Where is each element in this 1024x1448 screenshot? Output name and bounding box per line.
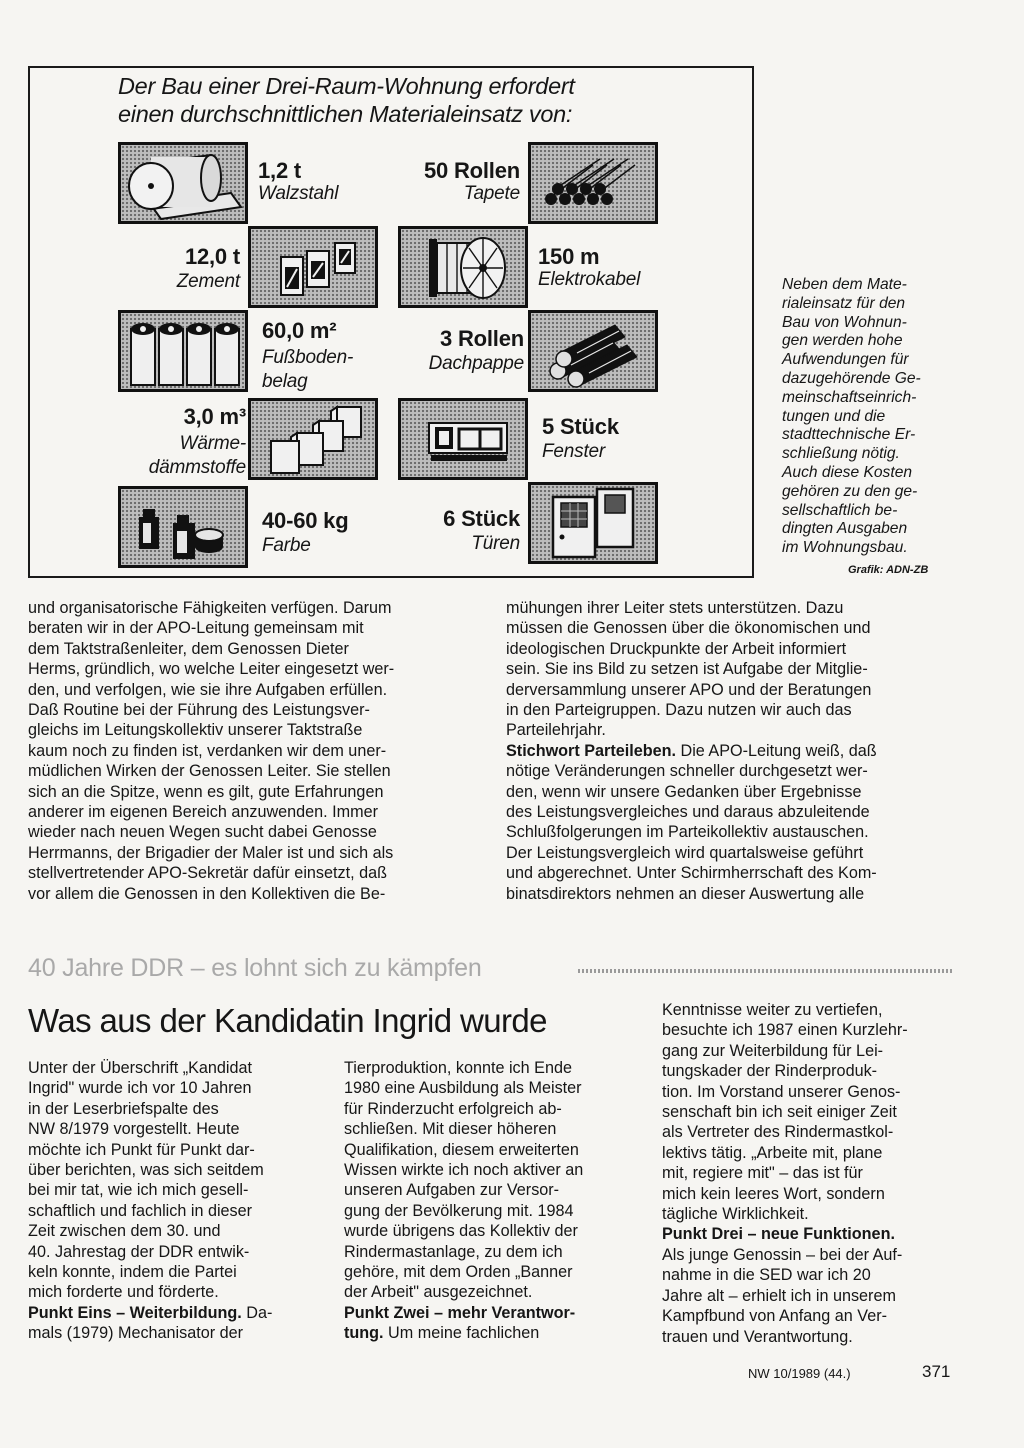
text-line: NW 8/1979 vorgestellt. Heute [28,1120,240,1139]
mat-farbe: Farbe [262,535,311,556]
floor-rolls-icon [118,310,248,392]
article1-left-column [28,598,476,904]
mat-fenster: Fenster [542,441,606,462]
text-line: derversammlung unserer APO und der Beratungen [506,680,872,699]
issue-reference: NW 10/1989 (44.) [748,1366,851,1381]
text-line: über berichten, was sich seitdem [28,1161,264,1180]
windows-icon [398,398,528,480]
article2-column-1 [28,1058,314,1344]
text-line: sich an die Spitze, wenn es gilt, gute Erfahrungen [28,782,384,801]
text-line: müssen die Genossen über die ökonomischen und [506,619,871,638]
qty-tueren: 6 Stück [443,506,520,531]
qty-dachpappe: 3 Rollen [440,326,524,351]
text-line: Parteilehrjahr. [506,721,606,740]
page-number: 371 [922,1362,951,1381]
text-line: dem Taktstraßenleiter, dem Genossen Dieter [28,639,349,658]
infographic-title-line1: Der Bau einer Drei-Raum-Wohnung erfordert [118,73,575,99]
text-line: mals (1979) Mechanisator der [28,1324,244,1343]
side-note-line: Aufwendungen für [782,351,909,369]
mat-fussboden-1: Fußboden- [262,347,354,368]
section-heading-parteileben: Stichwort Parteileben. [506,741,677,760]
mat-elektrokabel: Elektrokabel [538,269,641,290]
text-line: sein. Sie ins Bild zu setzen ist Aufgabe der Mitglie- [506,660,868,679]
qty-fussboden: 60,0 m² [262,318,337,343]
text-line: Ingrid" wurde ich vor 10 Jahren [28,1079,252,1098]
text-line: senschaft bin ich seit einiger Zeit [662,1103,897,1122]
qty-zement: 12,0 t [184,244,240,269]
graphic-credit: Grafik: ADN-ZB [848,564,929,576]
article2-column-3 [662,1000,954,1347]
text-line: müdlichen Wirken der Genossen Leiter. Sie stellen [28,762,391,781]
text-line: mich forderte und förderte. [28,1283,219,1302]
text-line: unseren Aufgaben zur Versor- [344,1181,560,1200]
text-line: wurde übrigens das Kollektiv der [344,1222,578,1241]
text-line: für Rinderzucht erfolgreich ab- [344,1099,562,1118]
text-line: Um meine fachlichen [383,1324,540,1343]
text-line: anderer im eigenen Bereich anzuwenden. Immer [28,803,379,822]
mat-tapete: Tapete [463,183,520,204]
text-line: ideologischen Druckpunkte der Arbeit informiert [506,639,847,658]
text-line: wieder nach neuen Wegen sucht dabei Genosse [28,823,377,842]
text-line: kaum noch zu finden ist, verdanken wir dem uner- [28,741,387,760]
section-heading-punkt-zwei: Punkt Zwei – mehr Verantwor- [344,1303,576,1322]
doors-icon [528,482,658,564]
side-note-line: gen werden hohe [782,332,903,350]
text-line: Rindermastanlage, zu dem ich [344,1242,563,1261]
series-rubric: 40 Jahre DDR – es lohnt sich zu kämpfen [28,954,482,982]
qty-daemmstoffe: 3,0 m³ [183,404,246,429]
roofing-rolls-icon [528,310,658,392]
text-line: gehöre, mit dem Orden „Banner [344,1263,573,1282]
text-line: und organisatorische Fähigkeiten verfügen. Darum [28,599,392,617]
text-line: Wissen wirkte ich noch aktiver an [344,1161,584,1180]
section-heading-punkt-eins: Punkt Eins – Weiterbildung. [28,1303,242,1322]
infographic-title-line2: einen durchschnittlichen Materialeinsatz von: [118,101,573,127]
qty-walzstahl: 1,2 t [258,158,302,183]
side-note-line: schließung nötig. [782,445,900,463]
side-note-line: dingten Ausgaben [782,520,908,538]
text-line: nötige Veränderungen schneller durchgesetzt wer- [506,762,868,781]
mat-walzstahl: Walzstahl [258,183,339,204]
text-line: der Arbeit" ausgezeichnet. [344,1283,533,1302]
text-line: gleichs im Leitungskollektiv unserer Taktstraße [28,721,363,740]
side-note-line: rialeinsatz für den [782,294,906,312]
text-line: Kenntnisse weiter zu vertiefen, [662,1001,883,1019]
text-line: Kampfbund von Anfang an Ver- [662,1307,887,1326]
article-headline: Was aus der Kandidatin Ingrid wurde [28,1002,547,1039]
mat-daemmstoffe-2: dämmstoffe [148,457,246,478]
text-line: binatsdirektors nehmen an dieser Auswertung alle [506,884,865,903]
text-line: in den Parteigruppen. Dazu nutzen wir auch das [506,701,852,720]
side-note-line: Neben dem Mate- [782,276,907,293]
text-line: Daß Routine bei der Führung des Leistungsver- [28,701,370,720]
text-line: tägliche Wirklichkeit. [662,1205,809,1224]
text-line: Tierproduktion, konnte ich Ende [344,1059,572,1077]
cable-drum-icon [398,226,528,308]
text-line: 1980 eine Ausbildung als Meister [344,1079,582,1098]
text-line: gung der Bevölkerung mit. 1984 [344,1201,574,1220]
material-infographic [28,66,754,578]
text-line: Schlußfolgerungen im Parteikollektiv austauschen. [506,823,869,842]
text-line: trauen und Verantwortung. [662,1327,853,1346]
text-line: mit, regiere mit" – das ist für [662,1164,863,1183]
article1-right-column [506,598,956,904]
text-line: besuchte ich 1987 einen Kurzlehr- [662,1021,908,1040]
rubric-rule [578,969,954,973]
text-line: und abgerechnet. Unter Schirmherrschaft des Kom- [506,864,877,883]
text-line: tion. Im Vorstand unserer Genos- [662,1082,901,1101]
text-line: Herms, gründlich, wo welche Leiter eingesetzt wer- [28,660,395,679]
qty-tapete: 50 Rollen [423,158,520,183]
wallpaper-rolls-icon [528,142,658,224]
text-line: schaftlich und fachlich in dieser [28,1201,253,1220]
text-line: nahme in die SED war ich 20 [662,1266,871,1285]
text-line: des Leistungsvergleiches und daraus abzuleitende [506,803,870,822]
side-note-line: Auch diese Kosten [782,463,913,481]
text-line: Jahre alt – erhielt ich in unserem [662,1286,896,1305]
text-line: tungskader der Rinderproduk- [662,1062,878,1081]
text-line: Zeit zwischen dem 30. und [28,1222,221,1241]
text-line: Unter der Überschrift „Kandidat [28,1059,253,1077]
text-line: lektivs tätig. „Arbeite mit, plane [662,1143,883,1162]
text-line: Die APO-Leitung weiß, daß [676,741,877,760]
text-line: mich kein leeres Wort, sondern [662,1184,885,1203]
text-line: beraten wir in der APO-Leitung gemeinsam mit [28,619,364,638]
text-line: schließen. Mit dieser höheren [344,1120,557,1139]
text-line: stellvertretender APO-Sekretär dafür einsetzt, daß [28,864,387,883]
infographic-side-note [782,276,978,558]
text-line: Als junge Genossin – bei der Auf- [662,1245,903,1264]
text-line: in der Leserbriefspalte des [28,1099,219,1118]
text-line: Qualifikation, diesem erweiterten [344,1140,579,1159]
side-note-line: stadttechnische Er- [782,426,916,444]
text-line: den, wenn wir unsere Gedanken über Ergebnisse [506,782,862,801]
qty-fenster: 5 Stück [542,414,619,439]
mat-tueren: Türen [471,533,520,554]
side-note-line: sellschaftlich be- [782,501,898,519]
text-line: mühungen ihrer Leiter stets unterstützen. Dazu [506,599,844,617]
qty-farbe: 40-60 kg [262,508,349,533]
mat-daemmstoffe-1: Wärme- [179,433,246,454]
side-note-line: dazugehörende Ge- [782,369,921,387]
article2-column-2 [344,1058,632,1344]
text-line: möchte ich Punkt für Punkt dar- [28,1140,255,1159]
paint-cans-icon [118,486,248,568]
side-note-line: im Wohnungsbau. [782,539,908,557]
text-line: Herrmanns, der Brigadier der Maler ist und sich als [28,843,394,862]
mat-dachpappe: Dachpappe [428,353,524,374]
text-line: vor allem die Genossen in den Kollektiven die Be- [28,884,386,903]
side-note-line: meinschaftseinrich- [782,388,917,406]
cement-bags-icon [248,226,378,308]
text-line: als Vertreter des Rindermastkol- [662,1123,894,1142]
side-note-line: gehören zu den ge- [782,482,918,500]
text-line: Da- [241,1303,273,1322]
text-line: 40. Jahrestag der DDR entwik- [28,1242,250,1261]
side-note-line: tungen und die [782,407,886,425]
text-line: gang zur Weiterbildung für Lei- [662,1041,884,1060]
text-line: den, und verfolgen, wie sie ihre Aufgaben erfüllen. [28,680,388,699]
insulation-panels-icon [248,398,378,480]
mat-zement: Zement [176,271,240,292]
infographic-title [118,72,575,128]
text-line: Der Leistungsvergleich wird quartalsweise geführt [506,843,864,862]
section-heading-punkt-drei: Punkt Drei – neue Funktionen. [662,1225,895,1244]
mat-fussboden-2: belag [262,371,308,392]
steel-roll-icon [118,142,248,224]
side-note-line: Bau von Wohnun- [782,313,907,331]
qty-elektrokabel: 150 m [538,244,600,269]
text-line: bei mir tat, wie ich mich gesell- [28,1181,249,1200]
text-line: keln konnte, indem die Partei [28,1263,237,1282]
section-heading-punkt-zwei-end: tung. [344,1324,384,1343]
